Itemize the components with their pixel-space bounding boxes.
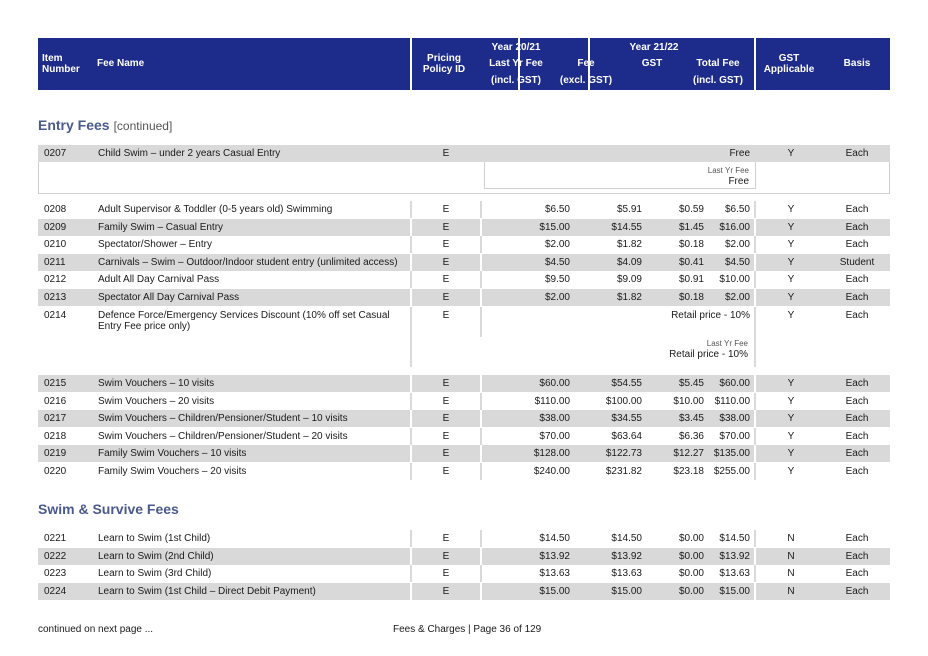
basis: Each: [845, 310, 869, 321]
pricing-policy: E: [442, 568, 450, 580]
total-fee: Retail price - 10%: [671, 310, 750, 321]
pricing-policy: E: [442, 585, 450, 597]
pricing-policy: E: [442, 448, 450, 460]
last-yr-fee: $70.00: [539, 430, 570, 442]
last-yr-fee: $2.00: [544, 239, 570, 251]
fee-excl-gst: $63.64: [611, 430, 642, 442]
last-yr-fee: $4.50: [544, 256, 570, 268]
item-number: 0213: [44, 292, 67, 303]
last-yr-fee: $110.00: [534, 395, 570, 407]
basis: Each: [845, 292, 869, 303]
pricing-policy: E: [442, 221, 450, 233]
total-fee: $255.00: [713, 466, 750, 477]
fee-excl-gst: $1.82: [616, 239, 642, 251]
last-yr-fee: $240.00: [533, 466, 570, 477]
gst-applicable: Y: [787, 378, 795, 389]
fee-name: Swim Vouchers – Children/Pensioner/Student – 20 visits: [98, 430, 348, 442]
basis: Each: [845, 148, 869, 159]
fee-name: Swim Vouchers – 10 visits: [98, 378, 215, 389]
pricing-policy: E: [442, 378, 450, 389]
last-yr-panel-0214: [38, 337, 890, 367]
gst-amount: $3.45: [678, 413, 704, 425]
fee-excl-gst: $4.09: [616, 256, 642, 268]
gst-amount: $0.18: [678, 292, 704, 303]
fee-name: Family Swim Vouchers – 10 visits: [98, 448, 247, 460]
header-fee-name: Fee Name: [97, 58, 145, 69]
table-row: [38, 445, 890, 462]
fee-name: Spectator All Day Carnival Pass: [98, 292, 240, 303]
header-year-curr: Year 21/22: [629, 42, 679, 53]
footer-page-number: Fees & Charges | Page 36 of 129: [393, 624, 542, 635]
last-yr-fee: $15.00: [539, 585, 570, 597]
basis: Each: [845, 221, 869, 233]
pricing-policy: E: [442, 550, 450, 562]
header-gst: GST: [641, 58, 663, 69]
total-fee: $16.00: [719, 221, 750, 233]
fee-name: Family Swim – Casual Entry: [98, 221, 224, 233]
fee-excl-gst: $15.00: [611, 585, 642, 597]
basis: Each: [845, 378, 869, 389]
gst-applicable: N: [787, 585, 795, 597]
last-yr-fee: $2.00: [544, 292, 570, 303]
gst-applicable: Y: [787, 395, 795, 407]
last-yr-fee: $9.50: [544, 274, 570, 286]
basis: Each: [845, 448, 869, 460]
item-number: 0220: [44, 466, 67, 477]
pricing-policy: E: [442, 256, 450, 268]
table-row: [38, 375, 890, 392]
last-yr-value: Retail price - 10%: [669, 349, 748, 360]
table-row: [38, 307, 890, 337]
gst-amount: $0.41: [678, 256, 704, 268]
fee-excl-gst: $54.55: [611, 378, 642, 389]
fee-name: Learn to Swim (1st Child – Direct Debit Payment): [98, 585, 316, 597]
item-number: 0218: [44, 430, 67, 442]
item-number: 0212: [44, 274, 67, 286]
table-row: [38, 548, 890, 565]
fee-name: Learn to Swim (3rd Child): [98, 568, 212, 580]
last-yr-label: Last Yr Fee: [706, 339, 748, 348]
fee-name: Swim Vouchers – 20 visits: [98, 395, 215, 407]
header-fee: Fee: [577, 58, 595, 69]
fee-name: Adult All Day Carnival Pass: [98, 274, 220, 286]
total-fee: $14.50: [719, 533, 750, 544]
fee-excl-gst: $231.82: [605, 466, 642, 477]
header-year-prev: Year 20/21: [491, 42, 541, 53]
last-yr-label: Last Yr Fee: [707, 166, 749, 175]
gst-amount: $5.45: [678, 378, 704, 389]
last-yr-fee: $14.50: [539, 533, 570, 544]
gst-amount: $0.00: [678, 533, 704, 544]
section-subtitle: [continued]: [113, 119, 173, 133]
fee-name: Learn to Swim (1st Child): [98, 533, 211, 544]
last-yr-fee: $13.92: [539, 550, 570, 562]
basis: Student: [839, 256, 875, 268]
section-title-entry-fees: Entry Fees [continued]: [38, 117, 173, 133]
gst-amount: $0.00: [678, 585, 704, 597]
pricing-policy: E: [442, 148, 450, 159]
item-number: 0224: [44, 585, 67, 597]
fee-excl-gst: $100.00: [605, 395, 642, 407]
item-number: 0222: [44, 550, 67, 562]
total-fee: $6.50: [724, 204, 750, 215]
gst-amount: $6.36: [678, 430, 704, 442]
table-row: [38, 236, 890, 253]
total-fee: $4.50: [724, 256, 750, 268]
table-row: [38, 463, 890, 480]
fee-name: Child Swim – under 2 years Casual Entry: [98, 148, 281, 159]
table-row: [38, 289, 890, 306]
header-pricing-policy: Pricing Policy ID: [422, 53, 466, 75]
basis: Each: [845, 395, 869, 407]
header-basis: Basis: [843, 58, 871, 69]
gst-applicable: Y: [787, 256, 795, 268]
total-fee: $2.00: [724, 239, 750, 251]
header-excl-gst: (excl. GST): [559, 75, 613, 86]
table-row: [38, 145, 890, 162]
basis: Each: [845, 430, 869, 442]
gst-applicable: Y: [787, 466, 795, 477]
table-row: [38, 393, 890, 410]
table-row: [38, 583, 890, 600]
pricing-policy: E: [442, 239, 450, 251]
pricing-policy: E: [442, 204, 450, 215]
fee-name: Carnivals – Swim – Outdoor/Indoor student entry (unlimited access): [98, 256, 398, 268]
gst-applicable: Y: [787, 448, 795, 460]
basis: Each: [845, 533, 869, 544]
gst-applicable: Y: [787, 292, 795, 303]
pricing-policy: E: [442, 533, 450, 544]
item-number: 0207: [44, 148, 67, 159]
total-fee: $10.00: [719, 274, 750, 286]
table-row: [38, 271, 890, 288]
item-number: 0219: [44, 448, 67, 460]
fee-name: Spectator/Shower – Entry: [98, 239, 212, 251]
last-yr-panel-0207: [38, 162, 890, 194]
item-number: 0216: [44, 395, 67, 407]
gst-amount: $23.18: [673, 466, 704, 477]
last-yr-fee: $13.63: [539, 568, 570, 580]
basis: Each: [845, 568, 869, 580]
item-number: 0217: [44, 413, 67, 425]
basis: Each: [845, 274, 869, 286]
gst-applicable: Y: [787, 274, 795, 286]
item-number: 0221: [44, 533, 67, 544]
item-number: 0214: [44, 310, 67, 321]
table-row: [38, 254, 890, 271]
table-row: [38, 410, 890, 427]
pricing-policy: E: [442, 292, 450, 303]
gst-amount: $10.00: [673, 395, 704, 407]
gst-amount: $0.18: [678, 239, 704, 251]
last-yr-fee: $38.00: [539, 413, 570, 425]
fee-excl-gst: $1.82: [616, 292, 642, 303]
last-yr-value: Free: [728, 176, 749, 187]
last-yr-fee: $60.00: [539, 378, 570, 389]
basis: Each: [845, 413, 869, 425]
fee-excl-gst: $14.55: [611, 221, 642, 233]
table-row: [38, 530, 890, 547]
basis: Each: [845, 239, 869, 251]
fee-excl-gst: $13.63: [611, 568, 642, 580]
table-row: [38, 201, 890, 218]
item-number: 0208: [44, 204, 67, 215]
pricing-policy: E: [442, 413, 450, 425]
total-fee: $15.00: [719, 585, 750, 597]
header-incl-gst-total: (incl. GST): [693, 75, 743, 86]
footer-continued: continued on next page ...: [38, 624, 154, 635]
last-yr-fee: $6.50: [544, 204, 570, 215]
gst-applicable: N: [787, 533, 795, 544]
pricing-policy: E: [442, 430, 450, 442]
fee-excl-gst: $13.92: [611, 550, 642, 562]
total-fee: $2.00: [724, 292, 750, 303]
section-title-swim-survive: Swim & Survive Fees: [38, 501, 179, 517]
gst-amount: $0.00: [678, 550, 704, 562]
header-incl-gst: (incl. GST): [491, 75, 541, 86]
header-last-yr-fee: Last Yr Fee: [489, 58, 543, 69]
pricing-policy: E: [442, 395, 450, 407]
pricing-policy: E: [442, 310, 450, 321]
basis: Each: [845, 466, 869, 477]
item-number: 0215: [44, 378, 67, 389]
fee-excl-gst: $122.73: [605, 448, 642, 460]
gst-applicable: Y: [787, 430, 795, 442]
last-yr-fee: $15.00: [539, 221, 570, 233]
table-row: [38, 565, 890, 582]
gst-applicable: Y: [787, 221, 795, 233]
last-yr-fee: $128.00: [533, 448, 570, 460]
item-number: 0223: [44, 568, 67, 580]
item-number: 0209: [44, 221, 67, 233]
gst-applicable: Y: [787, 148, 795, 159]
pricing-policy: E: [442, 466, 450, 477]
table-row: [38, 219, 890, 236]
fee-name: Learn to Swim (2nd Child): [98, 550, 214, 562]
gst-applicable: N: [787, 568, 795, 580]
table-row: [38, 428, 890, 445]
gst-applicable: N: [787, 550, 795, 562]
pricing-policy: E: [442, 274, 450, 286]
item-number: 0211: [44, 256, 66, 268]
fee-name: Adult Supervisor & Toddler (0-5 years old) Swimming: [98, 204, 333, 215]
fee-excl-gst: $14.50: [611, 533, 642, 544]
gst-amount: $0.59: [678, 204, 704, 215]
fee-name: Defence Force/Emergency Services Discount (10% off set Casual Entry Fee price only): [98, 310, 390, 332]
gst-amount: $0.00: [678, 568, 704, 580]
fee-excl-gst: $9.09: [616, 274, 642, 286]
total-fee: $110.00: [714, 395, 750, 407]
total-fee: $13.92: [719, 550, 750, 562]
gst-amount: $1.45: [678, 221, 704, 233]
fee-excl-gst: $34.55: [611, 413, 642, 425]
basis: Each: [845, 204, 869, 215]
fee-excl-gst: $5.91: [616, 204, 642, 215]
total-fee: $38.00: [719, 413, 750, 425]
header-total-fee: Total Fee: [696, 58, 740, 69]
basis: Each: [845, 550, 869, 562]
fee-name: Swim Vouchers – Children/Pensioner/Student – 10 visits: [98, 413, 348, 425]
basis: Each: [845, 585, 869, 597]
item-number: 0210: [44, 239, 67, 251]
gst-applicable: Y: [787, 239, 795, 251]
total-fee: Free: [729, 148, 750, 159]
total-fee: $60.00: [719, 378, 750, 389]
total-fee: $13.63: [719, 568, 750, 580]
fee-schedule-page: [38, 38, 890, 597]
gst-applicable: Y: [787, 204, 795, 215]
gst-amount: $12.27: [673, 448, 704, 460]
header-item-number: Item Number: [42, 53, 80, 75]
gst-amount: $0.91: [678, 274, 704, 286]
total-fee: $70.00: [719, 430, 750, 442]
total-fee: $135.00: [713, 448, 750, 460]
fee-name: Family Swim Vouchers – 20 visits: [98, 466, 247, 477]
table-header: [38, 38, 890, 90]
gst-applicable: Y: [787, 413, 795, 425]
header-gst-applicable: GST Applicable: [763, 53, 815, 75]
gst-applicable: Y: [787, 310, 795, 321]
